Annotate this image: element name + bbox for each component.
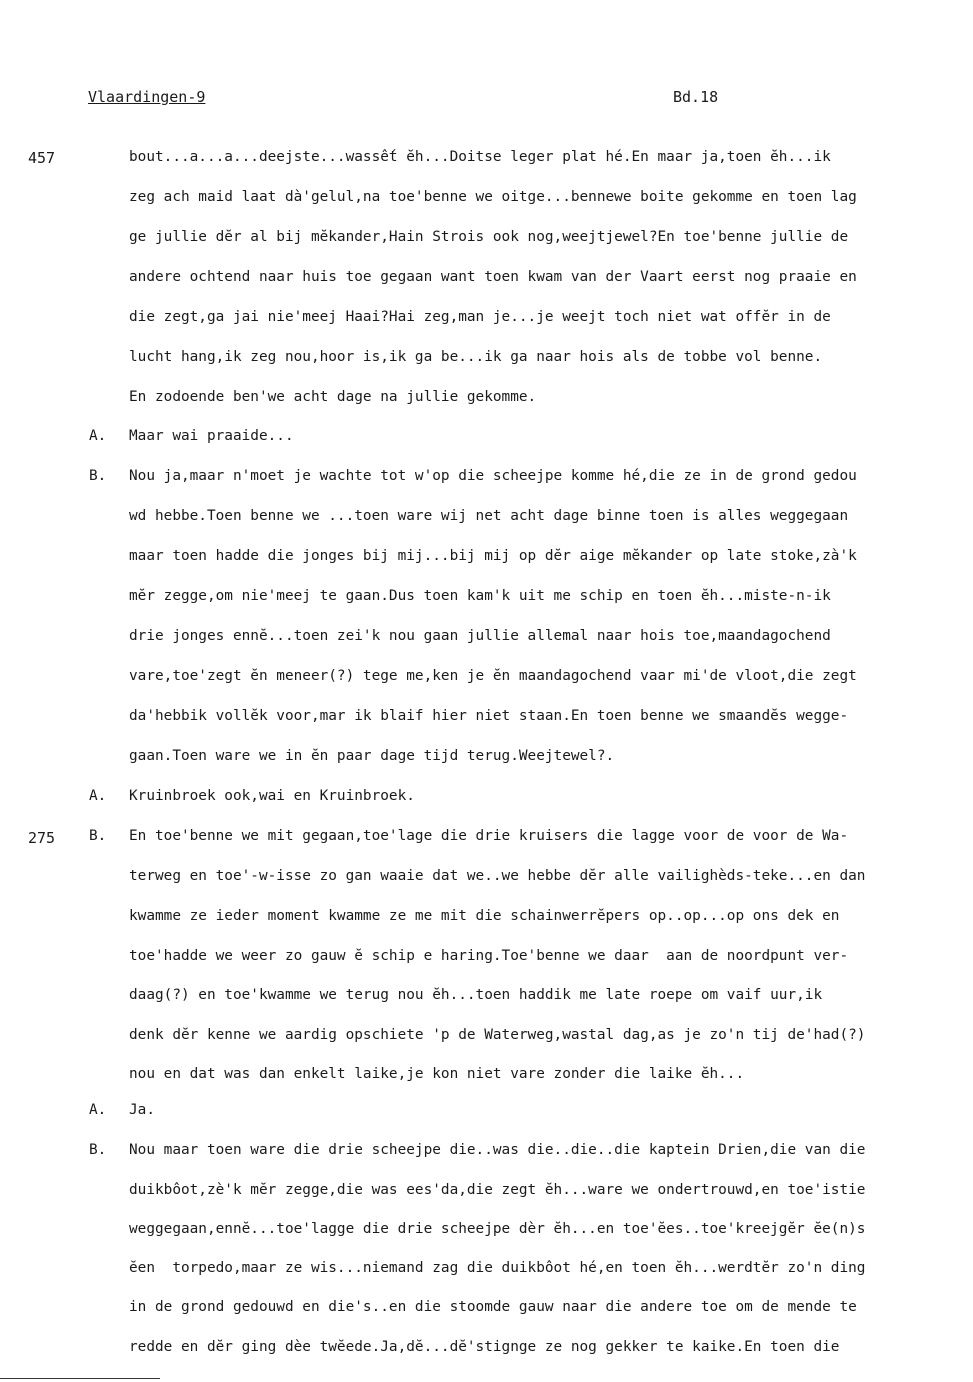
transcript-line: En zodoende ben'we acht dage na jullie gekomme. — [129, 389, 537, 405]
transcript-line: toe'hadde we weer zo gauw ĕ schip e haring.Toe'benne we daar aan de noordpunt ver- — [129, 948, 849, 964]
transcript-line: denk dĕr kenne we aardig opschiete 'p de Waterweg,wastal dag,as je zo'n tij de'had(?) — [129, 1027, 866, 1043]
transcript-line: duikbôot,zè'k mĕr zegge,die was ees'da,die zegt ĕh...ware we ondertrouwd,en toe'istie — [129, 1182, 866, 1198]
speaker-label: B. — [89, 1142, 107, 1158]
transcript-line: daag(?) en toe'kwamme we terug nou ĕh...toen haddik me late roepe om vaif uur,ik — [129, 987, 823, 1003]
margin-counter: 275 — [28, 829, 56, 847]
transcript-line: wd hebbe.Toen benne we ...toen ware wij net acht dage binne toen is alles weggegaan — [129, 508, 849, 524]
transcript-line: En toe'benne we mit gegaan,toe'lage die drie kruisers die lagge voor de voor de Wa- — [129, 828, 849, 844]
transcript-line: maar toen hadde die jonges bij mij...bij mij op dĕr aige mĕkander op late stoke,zà'k — [129, 548, 857, 564]
transcript-line: ĕen torpedo,maar ze wis...niemand zag die duikbôot hé,en toen ĕh...werdtĕr zo'n ding — [129, 1260, 866, 1276]
speaker-label: A. — [89, 1102, 107, 1118]
transcript-line: zeg ach maid laat dà'gelul,na toe'benne we oitge...bennewe boite gekomme en toen lag — [129, 189, 857, 205]
speaker-label: A. — [89, 788, 107, 804]
speaker-label: B. — [89, 468, 107, 484]
transcript-line: terweg en toe'-w-isse zo gan waaie dat we..we hebbe dĕr alle vailighèds-teke...en dan — [129, 868, 866, 884]
transcript-line: gaan.Toen ware we in ĕn paar dage tijd terug.Weejtewel?. — [129, 748, 615, 764]
transcript-line: redde en dĕr ging dèe twĕede.Ja,dĕ...dĕ'stignge ze nog gekker te kaike.En toen die — [129, 1339, 840, 1355]
transcript-line: mĕr zegge,om nie'meej te gaan.Dus toen kam'k uit me schip en toen ĕh...miste-n-ik — [129, 588, 831, 604]
speaker-label: A. — [89, 428, 107, 444]
transcript-line: Kruinbroek ook,wai en Kruinbroek. — [129, 788, 415, 804]
speaker-label: B. — [89, 828, 107, 844]
transcript-line: drie jonges ennĕ...toen zei'k nou gaan jullie allemal naar hois toe,maandagochend — [129, 628, 831, 644]
transcript-line: Nou maar toen ware die drie scheejpe die..was die..die..die kaptein Drien,die van die — [129, 1142, 866, 1158]
transcript-line: lucht hang,ik zeg nou,hoor is,ik ga be...ik ga naar hois als de tobbe vol benne. — [129, 349, 823, 365]
transcript-line: ge jullie dĕr al bij mĕkander,Hain Strois ook nog,weejtjewel?En toe'benne jullie de — [129, 229, 849, 245]
transcript-line: kwamme ze ieder moment kwamme ze me mit die schainwerrĕpers op..op...op ons dek en — [129, 908, 840, 924]
transcript-line: Nou ja,maar n'moet je wachte tot w'op die scheejpe komme hé,die ze in de grond gedou — [129, 468, 857, 484]
transcript-line: bout...a...a...deejste...wassết ĕh...Doitse leger plat hé.En maar ja,toen ĕh...ik — [129, 149, 831, 165]
transcript-line: die zegt,ga jai nie'meej Haai?Hai zeg,man je...je weejt toch niet wat offĕr in de — [129, 309, 831, 325]
transcript-line: da'hebbik vollĕk voor,mar ik blaif hier niet staan.En toen benne we smaandĕs wegge- — [129, 708, 849, 724]
document-header-title: Vlaardingen-9 — [88, 88, 206, 106]
transcript-line: nou en dat was dan enkelt laike,je kon niet vare zonder die laike ĕh... — [129, 1066, 745, 1082]
transcript-line: andere ochtend naar huis toe gegaan want toen kwam van der Vaart eerst nog praaie en — [129, 269, 857, 285]
footer-rule — [0, 1378, 160, 1379]
margin-counter: 457 — [28, 149, 56, 167]
document-header-tape-number: Bd.18 — [673, 88, 719, 106]
transcript-line: in de grond gedouwd en die's..en die stoomde gauw naar die andere toe om de mende te — [129, 1299, 857, 1315]
transcript-line: Maar wai praaide... — [129, 428, 294, 444]
transcript-line: vare,toe'zegt ĕn meneer(?) tege me,ken je ĕn maandagochend vaar mi'de vloot,die zegt — [129, 668, 857, 684]
transcript-line: Ja. — [129, 1102, 155, 1118]
transcript-line: weggegaan,ennĕ...toe'lagge die drie scheejpe dèr ĕh...en toe'ĕes..toe'kreejgĕr ĕe(n)s — [129, 1221, 866, 1237]
